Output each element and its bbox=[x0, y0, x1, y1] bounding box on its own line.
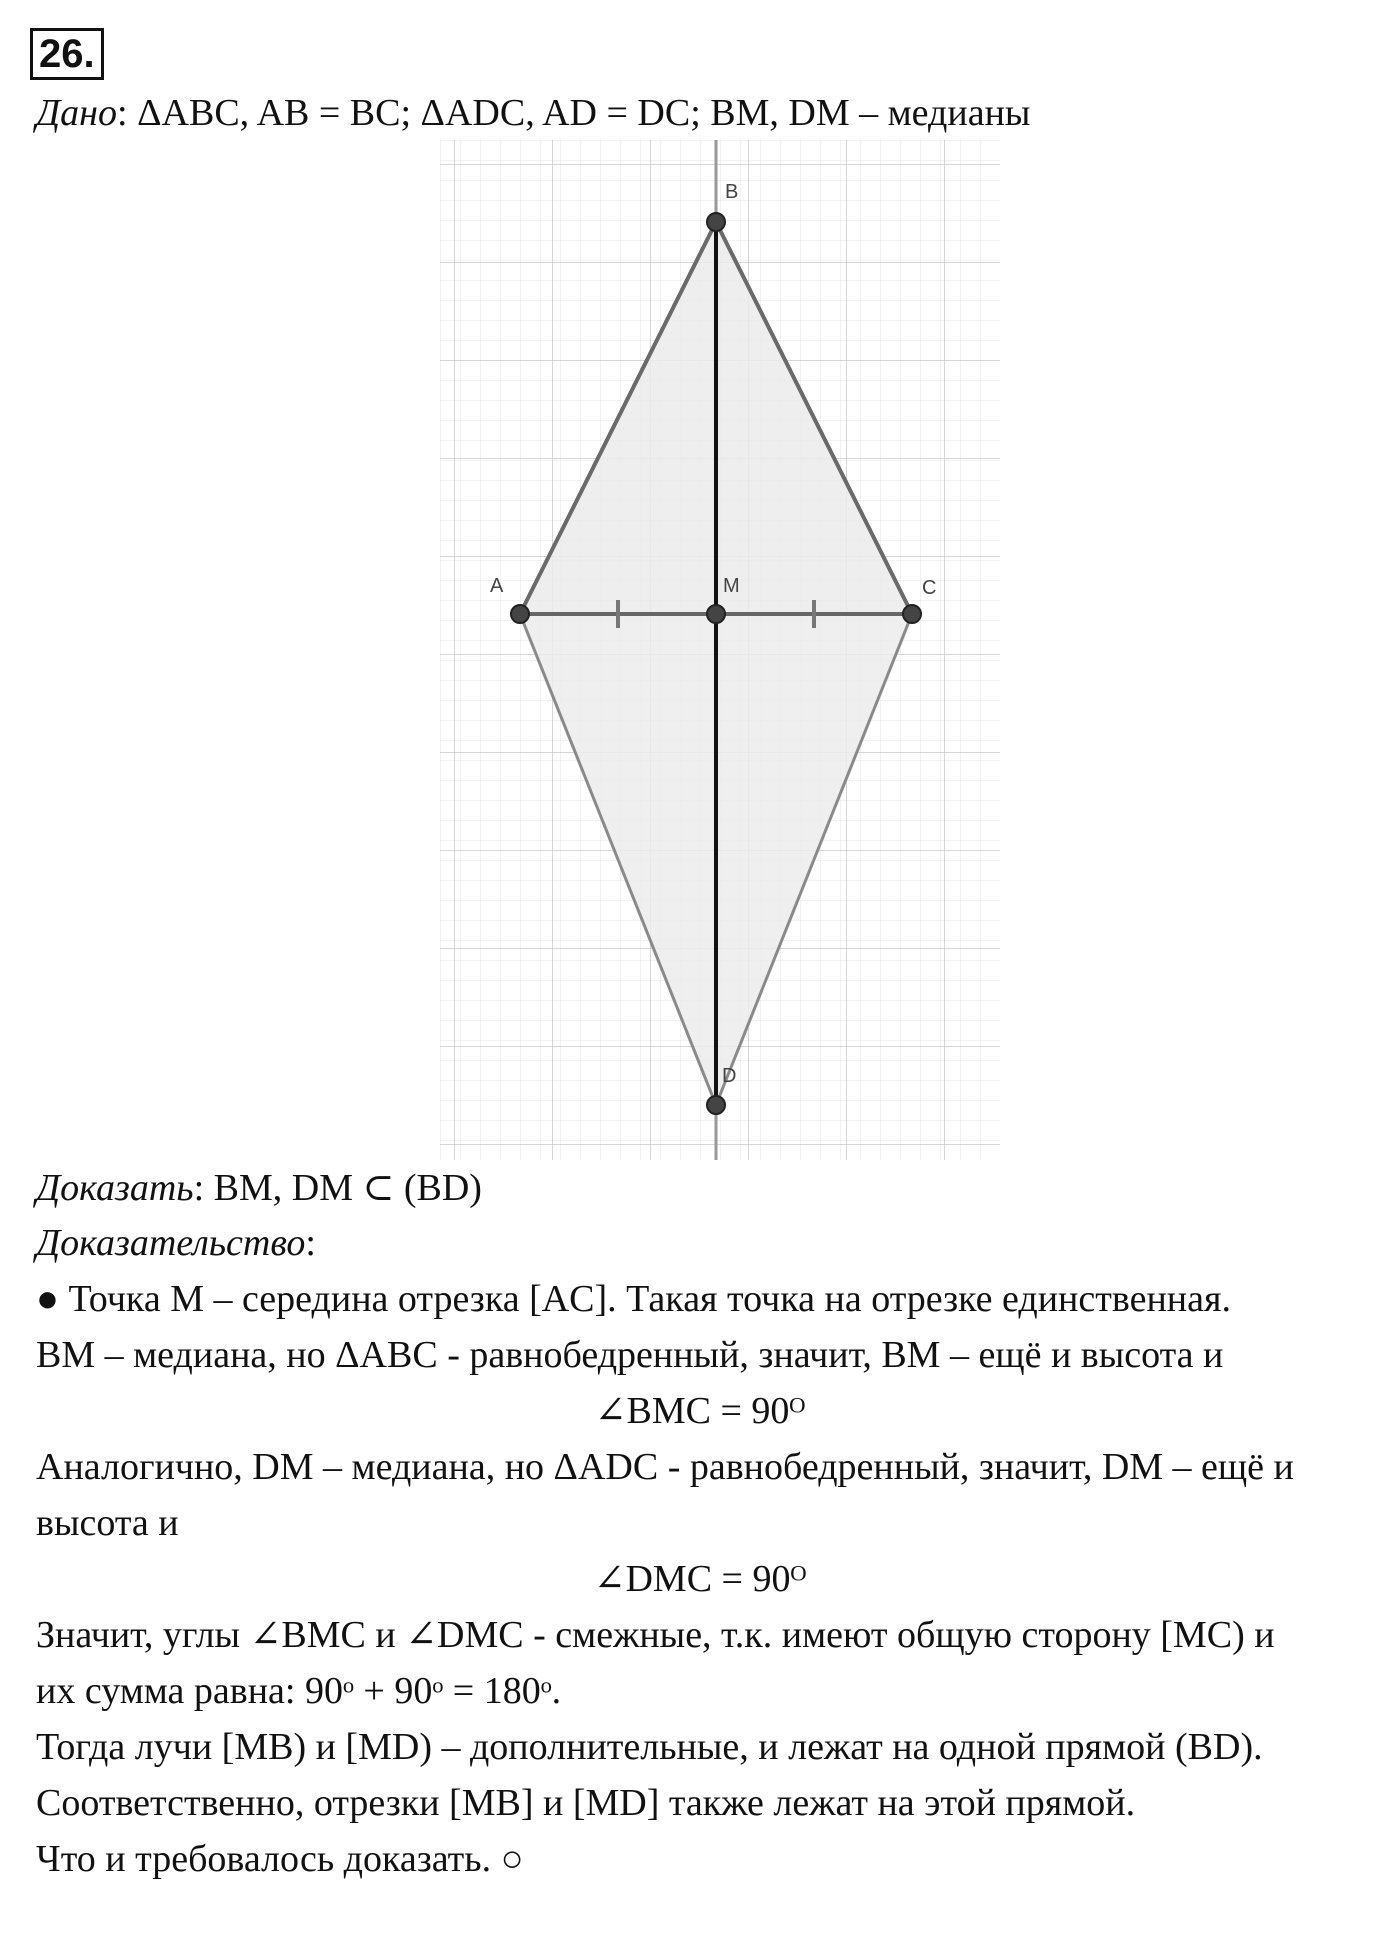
proof-line-3: Аналогично, DM – медиана, но ΔADC - равнобедренный, значит, DM – ещё и bbox=[36, 1446, 1294, 1488]
proof-conclusion: Что и требовалось доказать. ○ bbox=[36, 1838, 524, 1880]
point-a bbox=[511, 605, 529, 623]
proof-line-4: высота и bbox=[36, 1502, 179, 1544]
point-b bbox=[707, 213, 725, 231]
proof-line-7: Тогда лучи [MB) и [MD) – дополнительные, и лежат на одной прямой (BD). bbox=[36, 1726, 1263, 1768]
proof-heading bbox=[36, 1218, 316, 1268]
label-a: A bbox=[490, 575, 504, 597]
prove-line bbox=[36, 1163, 482, 1213]
point-m bbox=[707, 605, 725, 623]
proof-line-6: их сумма равна: 90ᵒ + 90ᵒ = 180ᵒ. bbox=[36, 1670, 562, 1712]
proof-line-2: BM – медиана, но ΔABC - равнобедренный, значит, BM – ещё и высота и bbox=[36, 1334, 1224, 1376]
point-c bbox=[903, 605, 921, 623]
point-d bbox=[707, 1096, 725, 1114]
label-c: C bbox=[922, 577, 937, 599]
prove-text: : BM, DM ⊂ (BD) bbox=[193, 1167, 482, 1209]
proof-line-8: Соответственно, отрезки [MB] и [MD] также лежат на этой прямой. bbox=[36, 1782, 1136, 1824]
proof-formula-bmc: ∠BMC = 90ᴼ bbox=[594, 1390, 806, 1432]
problem-number: 26. bbox=[30, 28, 104, 80]
given-label: Дано bbox=[36, 92, 118, 134]
proof-formula-dmc: ∠DMC = 90ᴼ bbox=[593, 1558, 807, 1600]
label-d: D bbox=[722, 1065, 737, 1087]
given-line bbox=[36, 88, 1030, 138]
label-b: B bbox=[725, 181, 739, 203]
proof-label: Доказательство bbox=[36, 1222, 306, 1264]
given-text: : ΔABC, AB = BC; ΔADC, AD = DC; BM, DM – медианы bbox=[117, 92, 1031, 134]
rhombus-figure bbox=[440, 140, 1000, 1160]
proof-colon: : bbox=[305, 1222, 316, 1264]
label-m: M bbox=[723, 575, 740, 597]
proof-line-1: ● Точка M – середина отрезка [AC]. Такая точка на отрезке единственная. bbox=[36, 1278, 1231, 1320]
proof-line-5: Значит, углы ∠BMC и ∠DMC - смежные, т.к. имеют общую сторону [MC) и bbox=[36, 1614, 1275, 1656]
prove-label: Доказать bbox=[36, 1167, 194, 1209]
